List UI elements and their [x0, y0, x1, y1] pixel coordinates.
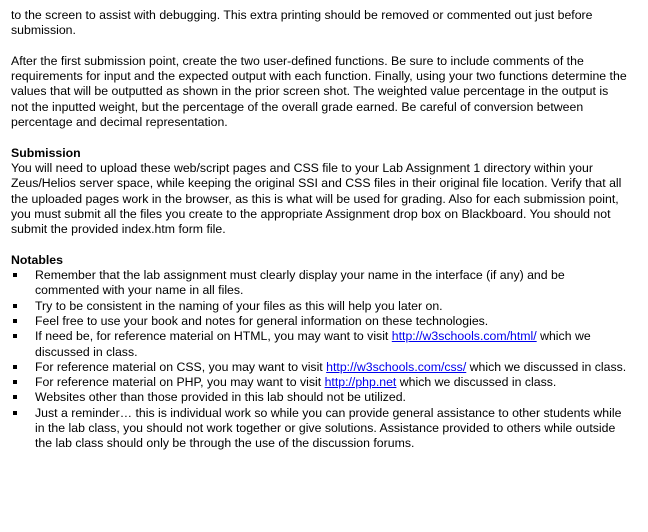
- submission-heading: Submission: [11, 145, 81, 160]
- html-reference-link[interactable]: http://w3schools.com/html/: [391, 329, 537, 344]
- list-item-text-before: For reference material on PHP, you may want to visit: [35, 375, 325, 390]
- bullet-icon: [13, 273, 17, 277]
- submission-text: You will need to upload these web/script pages and CSS file to your Lab Assignment 1 directory within your Zeus/Helios server space, while keeping the original SSI and CSS files in their original file location. Verify that all the uploaded pages work in the browser, as this is what will be used for grading. Also for each submission point, you must submit all the files you create to the appropriate Assignment drop box on Blackboard. You should not submit the provided index.htm form file.: [11, 160, 622, 237]
- list-item: [11, 314, 628, 329]
- list-item: [11, 268, 628, 299]
- bullet-icon: [13, 304, 17, 308]
- bullet-icon: [13, 319, 17, 323]
- list-item-text: Try to be consistent in the naming of your files as this will help you later on.: [35, 298, 443, 313]
- bullet-icon: [13, 395, 17, 399]
- list-item-text-before: For reference material on CSS, you may want to visit: [35, 359, 327, 374]
- notables-heading: Notables: [11, 252, 63, 267]
- list-item: [11, 360, 628, 375]
- list-item: [11, 406, 628, 452]
- list-item-text-after: which we discussed in class.: [396, 375, 557, 390]
- list-item: [11, 375, 628, 390]
- bullet-icon: [13, 380, 17, 384]
- functions-paragraph: After the first submission point, create the two user-defined functions. Be sure to include comments of the requirements for input and the expected output with each function. Finally, using your two functions determine the values that will be outputted as shown in the prior screen shot. The weighted value percentage in the output is not the inputted weight, but the percentage of the overall grade earned. Be careful of conversion between percentage and decimal representation.: [11, 53, 627, 130]
- list-item-text-after: which we discussed in class.: [466, 359, 627, 374]
- list-item-text: Websites other than those provided in this lab should not be utilized.: [35, 390, 406, 405]
- php-reference-link[interactable]: http://php.net: [324, 375, 397, 390]
- notables-list: [11, 268, 628, 452]
- list-item-text: Remember that the lab assignment must clearly display your name in the interface (if any) and be commented with your name in all files.: [35, 268, 565, 298]
- bullet-icon: [13, 411, 17, 415]
- list-item-text-after: which we discussed in class.: [35, 329, 591, 359]
- list-item-text-before: If need be, for reference material on HTML, you may want to visit: [35, 329, 392, 344]
- list-item-text: Feel free to use your book and notes for general information on these technologies.: [35, 313, 489, 328]
- notables-section: [11, 253, 628, 452]
- list-item: [11, 329, 628, 360]
- bullet-icon: [13, 365, 17, 369]
- css-reference-link[interactable]: http://w3schools.com/css/: [326, 359, 467, 374]
- bullet-icon: [13, 334, 17, 338]
- intro-paragraph: to the screen to assist with debugging. This extra printing should be removed or commented out just before submission.: [11, 8, 593, 38]
- submission-section: [11, 146, 628, 238]
- list-item-text: Just a reminder… this is individual work so while you can provide general assistance to other students while in the lab class, you should not work together or give solutions. Assistance provided to others while outside the lab class should only be through the use of the discussion forums.: [35, 405, 622, 451]
- list-item: [11, 390, 628, 405]
- list-item: [11, 299, 628, 314]
